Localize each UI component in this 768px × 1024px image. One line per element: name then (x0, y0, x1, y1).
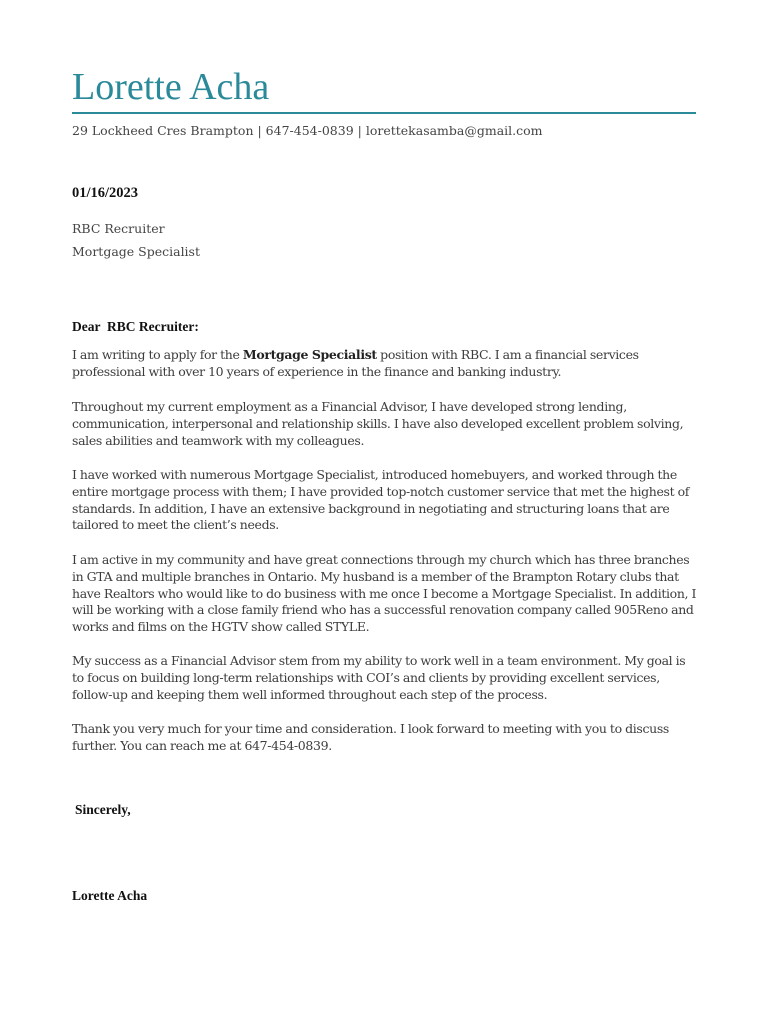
body-paragraph-2: Throughout my current employment as a Financial Advisor, I have developed strong lending, communication, interpersonal and relationship skills. I have also developed excellent problem solving, sales abilities and teamwork with my colleagues. (72, 399, 684, 448)
paragraph-text: position with RBC. I am a financial services professional with over 10 years of experience in the finance and banking industry. (72, 347, 639, 379)
contact-separator: | (353, 123, 366, 138)
contact-line (72, 122, 543, 139)
body-paragraph-3: I have worked with numerous Mortgage Specialist, introduced homebuyers, and worked through the entire mortgage process with them; I have provided top-notch customer service that met the highest of standards. In addition, I have an extensive background in negotiating and structuring loans that are tailored to meet the client’s needs. (72, 467, 690, 533)
letter-date: 01/16/2023 (72, 185, 139, 201)
recipient-title: RBC Recruiter (72, 221, 165, 236)
job-title-emphasis: Mortgage Specialist (242, 347, 377, 362)
contact-address: 29 Lockheed Cres Brampton (72, 123, 254, 138)
applicant-name: Lorette Acha (72, 66, 270, 108)
signature-name: Lorette Acha (72, 888, 148, 903)
body-paragraph-5: My success as a Financial Advisor stem from my ability to work well in a team environment. My goal is to focus on building long-term relationships with COI’s and clients by providing excellent services, follow-up and keeping them well informed throughout each step of the process. (72, 653, 686, 702)
header-divider (72, 112, 696, 114)
contact-email: lorettekasamba@gmail.com (365, 123, 543, 138)
recipient-position: Mortgage Specialist (72, 244, 200, 259)
paragraph-text: I am writing to apply for the (72, 347, 243, 362)
body-paragraph-4: I am active in my community and have great connections through my church which has three branches in GTA and multiple branches in Ontario. My husband is a member of the Brampton Rotary clubs that have Realtors who would like to do business with me once I become a Mortgage Specialist. In addition, I will be working with a close family friend who has a successful renovation company called 905Reno and works and films on the HGTV show called STYLE. (72, 552, 697, 635)
contact-separator: | (253, 123, 266, 138)
body-paragraph-6: Thank you very much for your time and consideration. I look forward to meeting with you to discuss further. You can reach me at 647-454-0839. (72, 721, 669, 753)
contact-phone: 647-454-0839 (265, 123, 354, 138)
salutation: Dear RBC Recruiter: (72, 319, 199, 334)
closing: Sincerely, (75, 802, 131, 817)
body-paragraph-1 (72, 347, 698, 381)
